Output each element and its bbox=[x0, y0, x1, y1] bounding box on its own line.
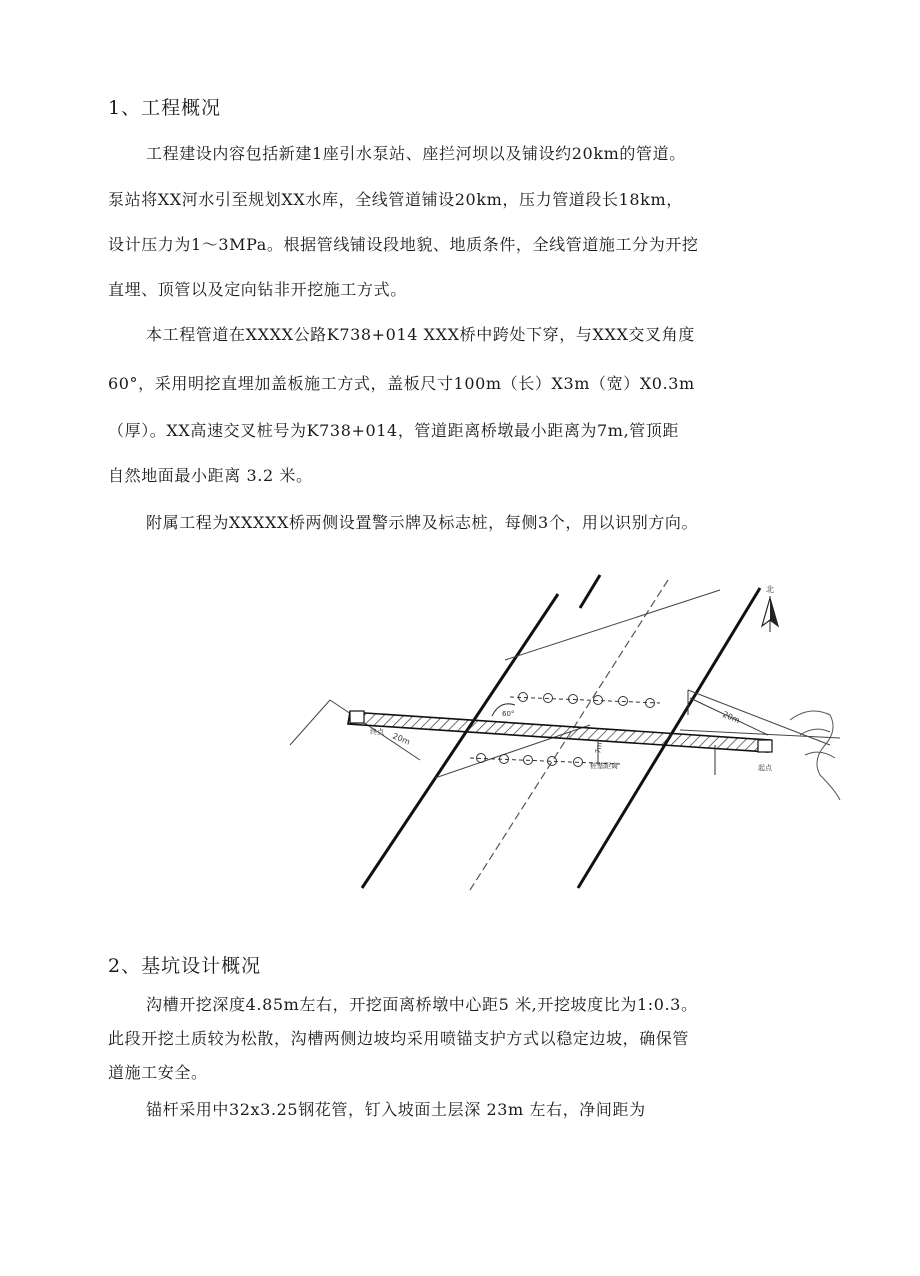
section1-p2-line1: 本工程管道在XXXX公路K738+014 XXX桥中跨处下穿，与XXX交叉角度 bbox=[146, 325, 695, 344]
section2-p1-line1: 沟槽开挖深度4.85m左右，开挖面离桥墩中心距5 米,开挖坡度比为1:0.3。 bbox=[146, 995, 698, 1014]
north-arrow-icon bbox=[762, 596, 778, 632]
section2-p1-line2: 此段开挖土质较为松散，沟槽两侧边坡均采用喷锚支护方式以稳定边坡，确保管 bbox=[108, 1029, 690, 1048]
section1-p3-line1: 附属工程为XXXXX桥两侧设置警示牌及标志桩，每侧3个，用以识别方向。 bbox=[146, 513, 699, 532]
pipeline-end-box bbox=[350, 711, 364, 723]
north-label: 北 bbox=[766, 585, 774, 594]
section1-heading: 1、工程概况 bbox=[108, 97, 222, 119]
highway-edge-left-top bbox=[580, 575, 600, 608]
angle-label: 60° bbox=[502, 710, 515, 718]
section1-p1-line3: 设计压力为1～3MPa。根据管线铺设段地貌、地质条件，全线管道施工分为开挖 bbox=[108, 235, 699, 254]
section1-p2-line4: 自然地面最小距离 3.2 米。 bbox=[108, 466, 313, 485]
section2-p2-line1: 锚杆采用中32x3.25钢花管，钉入坡面土层深 23m 左右，净间距为 bbox=[146, 1100, 646, 1119]
pipeline-start-box bbox=[758, 740, 772, 752]
dim-20m-right-label: 20m bbox=[721, 709, 742, 726]
section2-p1-line3: 道施工安全。 bbox=[108, 1063, 208, 1082]
pier-circle bbox=[544, 694, 553, 703]
pipeline-band bbox=[348, 709, 770, 752]
end-point-label: 终点 bbox=[370, 728, 384, 736]
dist-7m-label: 7m bbox=[594, 741, 604, 755]
boundary-line-6 bbox=[290, 700, 330, 745]
start-point-label: 起点 bbox=[758, 764, 772, 772]
section2-heading: 2、基坑设计概况 bbox=[108, 955, 262, 977]
terrain-line bbox=[790, 711, 840, 800]
pier-row-top bbox=[510, 693, 660, 708]
pier-circle bbox=[619, 697, 628, 706]
section1-p1-line1: 工程建设内容包括新建1座引水泵站、座拦河坝以及铺设约20km的管道。 bbox=[146, 144, 686, 163]
terrain-line bbox=[800, 729, 830, 735]
site-plan-diagram bbox=[0, 560, 920, 900]
section1-p1-line4: 直埋、顶管以及定向钻非开挖施工方式。 bbox=[108, 280, 407, 299]
section1-p2-line2: 60°，采用明挖直埋加盖板施工方式，盖板尺寸100m（长）X3m（宽）X0.3m bbox=[108, 374, 695, 393]
pier-distance-label: 桩基距离 bbox=[590, 762, 618, 770]
section1-p2-line3: （厚）。XX高速交叉桩号为K738+014，管道距离桥墩最小距离为7m,管顶距 bbox=[108, 421, 680, 440]
section1-p1-line2: 泵站将XX河水引至规划XX水库，全线管道铺设20km，压力管道段长18km， bbox=[108, 190, 683, 209]
dim-20m-left-label: 20m bbox=[391, 731, 412, 747]
